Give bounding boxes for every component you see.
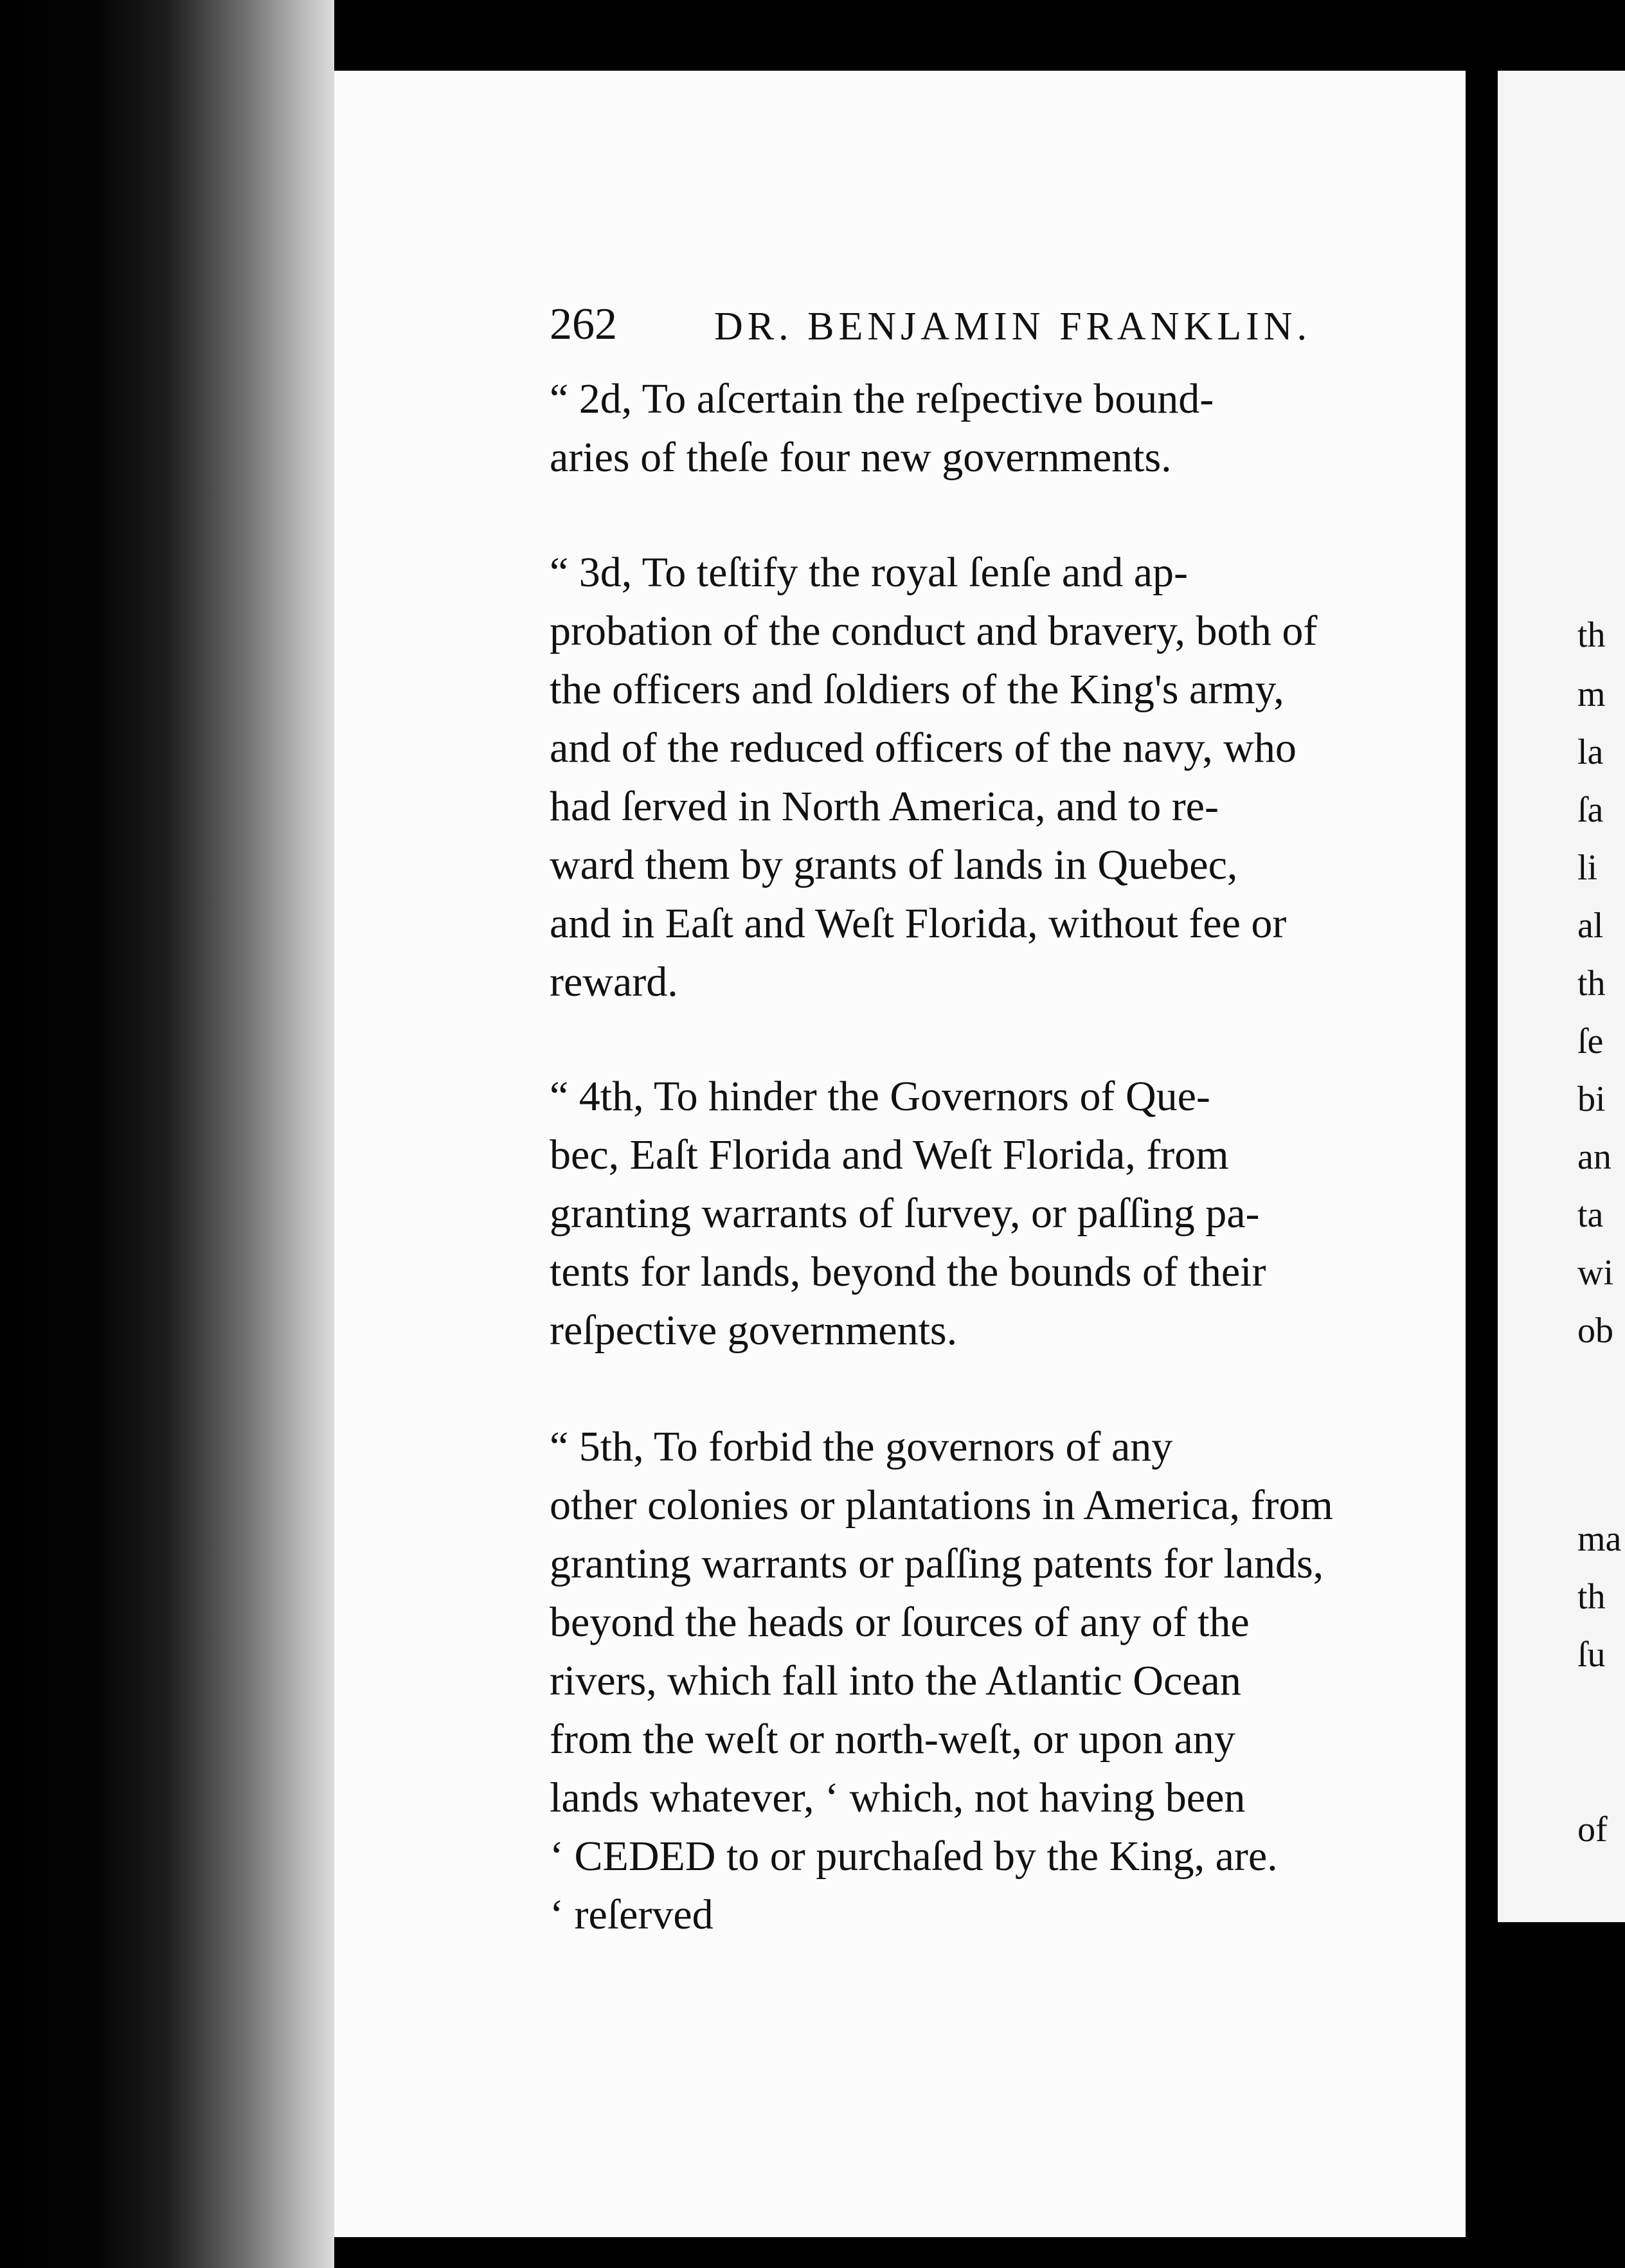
running-title: DR. BENJAMIN FRANKLIN. <box>714 305 1312 348</box>
book-page <box>334 71 1466 2237</box>
facing-page-fragment: th <box>1577 615 1606 655</box>
facing-page-fragment: al <box>1577 906 1604 946</box>
paragraph-2d: “ 2d, To aſcertain the reſpective bound- aries of theſe four new governments. <box>550 375 1214 481</box>
facing-page-fragment: bi <box>1577 1079 1606 1119</box>
facing-page-fragment: m <box>1577 674 1606 714</box>
paragraph-4th: “ 4th, To hinder the Governors of Que- bec, Eaſt Florida and Weſt Florida, from granting warrants of ſurvey, or paſſing pa- tents for lands, beyond the bounds of their reſpective governments. <box>550 1073 1266 1354</box>
facing-page-fragment: li <box>1577 848 1598 888</box>
facing-page-fragment: an <box>1577 1137 1612 1177</box>
facing-page-fragment: ſu <box>1577 1635 1606 1675</box>
facing-page-fragment: ta <box>1577 1195 1604 1235</box>
facing-page-fragment: ſe <box>1577 1022 1604 1061</box>
running-header <box>550 299 1450 363</box>
facing-page-fragment: th <box>1577 1577 1606 1617</box>
facing-page-fragment: th <box>1577 964 1606 1004</box>
facing-page-fragment: wi <box>1577 1253 1613 1293</box>
paragraph-3d: “ 3d, To teſtify the royal ſenſe and ap- probation of the conduct and bravery, both of the officers and ſoldiers of the King's army, and of the reduced officers of the navy, who had ſerved in North America, and to re- ward them by grants of lands in Quebec, and in Eaſt and Weſt Florida, without fee or reward. <box>550 549 1318 1005</box>
paragraph-5th: “ 5th, To forbid the governors of any other colonies or plantations in America, from granting warrants or paſſing patents for lands, beyond the heads or ſources of any of the rivers, which fall into the Atlantic Ocean from the weſt or north-weſt, or upon any lands whatever, ‘ which, not having been ‘ CEDED to or purchaſed by the King, are. ‘ reſerved <box>550 1423 1333 1938</box>
book-spine <box>0 0 334 2268</box>
facing-page-fragment: la <box>1577 732 1604 772</box>
facing-page-fragment: ob <box>1577 1311 1613 1351</box>
facing-page-fragment: ſa <box>1577 790 1604 830</box>
page-number: 262 <box>550 300 617 349</box>
facing-page-fragment: of <box>1577 1810 1608 1850</box>
facing-page-fragment: ma <box>1577 1519 1622 1559</box>
